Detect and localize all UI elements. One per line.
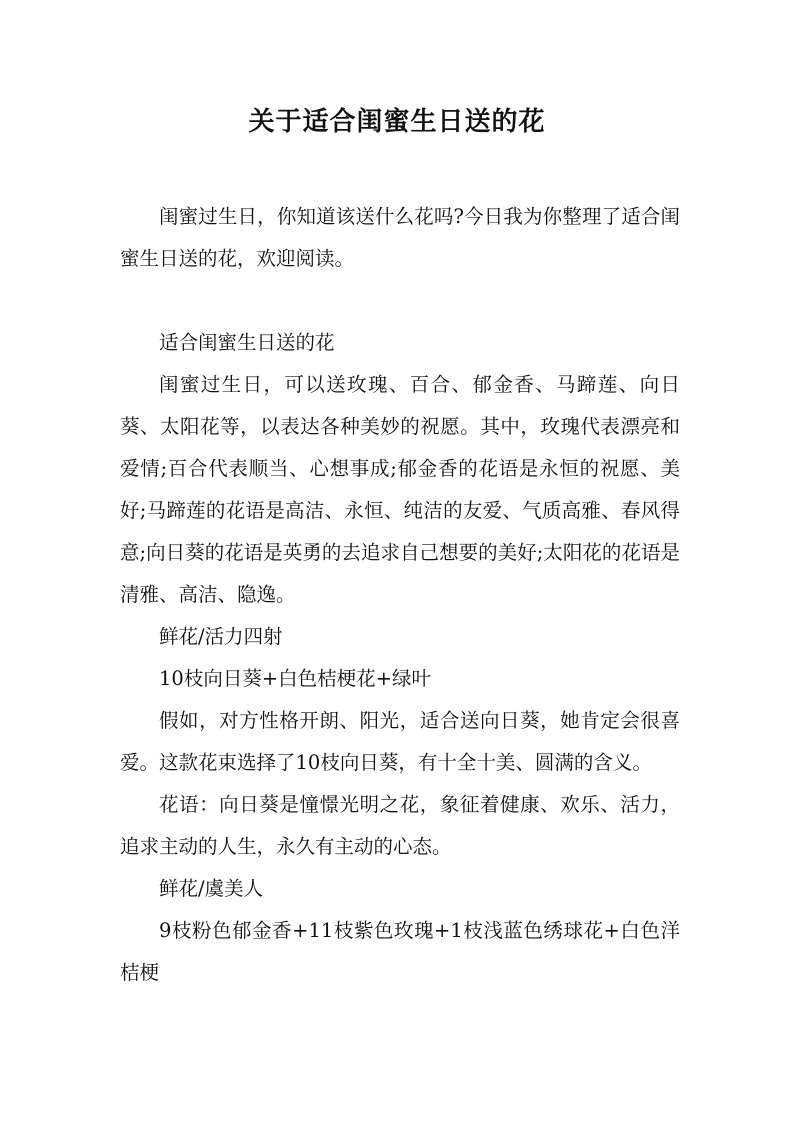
body-paragraph: 假如，对方性格开朗、阳光，适合送向日葵，她肯定会很喜爱。这款花束选择了10枝向日葵，有十全十美、圆满的含义。	[120, 709, 680, 774]
section-heading: 鲜花/虞美人	[159, 877, 264, 900]
intro-paragraph: 闺蜜过生日，你知道该送什么花吗?今日我为你整理了适合闺蜜生日送的花，欢迎阅读。	[120, 205, 680, 270]
flower-combo-line: 10枝向日葵+白色桔梗花+绿叶	[159, 667, 431, 690]
body-paragraph: 闺蜜过生日，可以送玫瑰、百合、郁金香、马蹄莲、向日葵、太阳花等，以表达各种美妙的祝愿。其中，玫瑰代表漂亮和爱情;百合代表顺当、心想事成;郁金香的花语是永恒的祝愿、美好;马蹄莲的花语是高洁、永恒、纯洁的友爱、气质高雅、春风得意;向日葵的花语是英勇的去追求自己想要的美好;太阳花的花语是清雅、高洁、隐逸。	[120, 373, 680, 606]
section-heading: 适合闺蜜生日送的花	[159, 331, 335, 354]
paragraph-spacer	[120, 280, 680, 322]
document-body	[120, 196, 680, 994]
section-heading: 鲜花/活力四射	[159, 625, 283, 648]
document-title: 关于适合闺蜜生日送的花	[248, 107, 546, 137]
body-paragraph: 花语：向日葵是憧憬光明之花，象征着健康、欢乐、活力，追求主动的人生，永久有主动的心态。	[120, 793, 680, 858]
flower-combo-line: 9枝粉色郁金香+11枝紫色玫瑰+1枝浅蓝色绣球花+白色洋桔梗	[120, 919, 680, 984]
